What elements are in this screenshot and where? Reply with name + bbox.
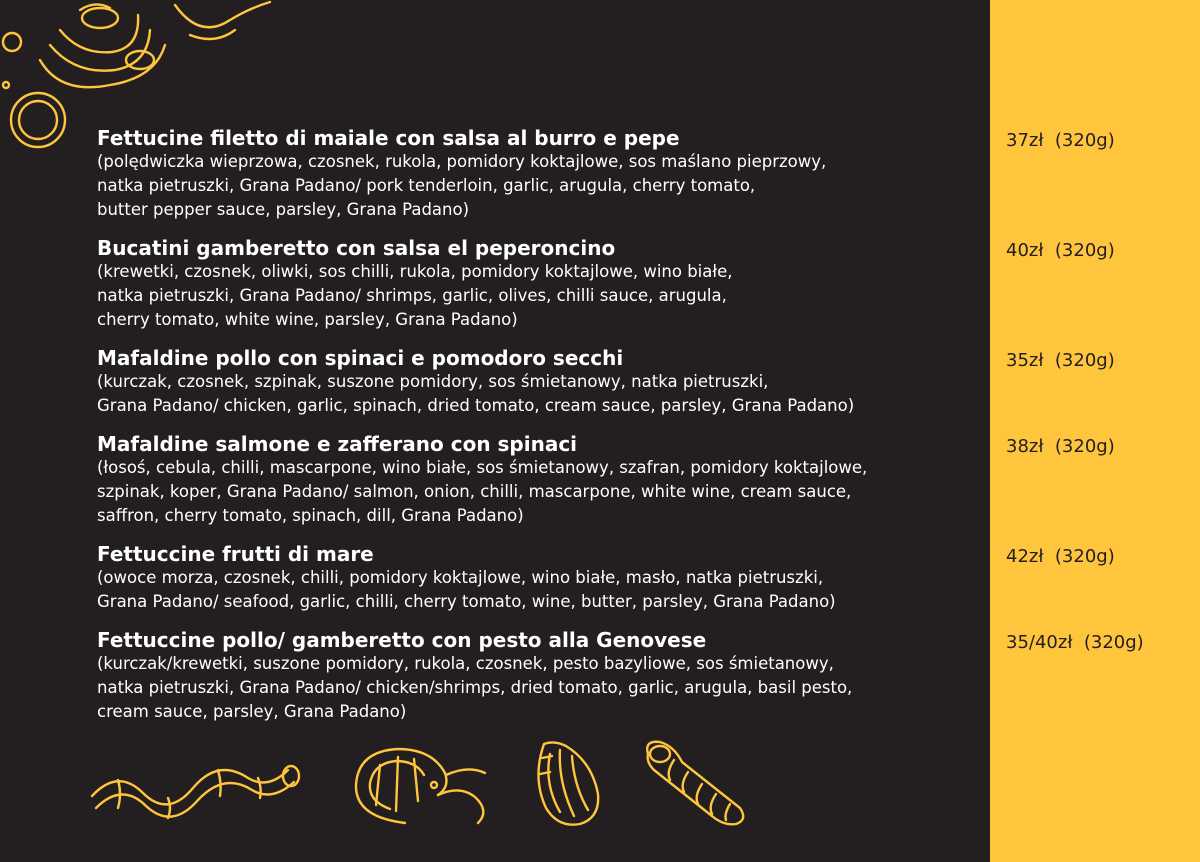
dish-price: 35/40zł (320g) [1006, 632, 1144, 653]
dish-description: (krewetki, czosnek, oliwki, sos chilli, rukola, pomidory koktajlowe, wino białe, natka pietruszki, Grana Padano/ shrimps, garlic, olives, chilli sauce, arugula, cherry tomato, white wine, parsley, Grana Padano) [97, 262, 733, 329]
menu-item [97, 237, 987, 332]
dish-name: Fettuccine frutti di mare [97, 542, 374, 566]
dish-description: (kurczak, czosnek, szpinak, suszone pomidory, sos śmietanowy, natka pietruszki, Grana Padano/ chicken, garlic, spinach, dried tomato, cream sauce, parsley, Grana Padano) [97, 372, 855, 415]
dish-price: 42zł (320g) [1006, 546, 1115, 567]
dish-price: 40zł (320g) [1006, 240, 1115, 261]
dish-description: (owoce morza, czosnek, chilli, pomidory koktajlowe, wino białe, masło, natka pietruszki, Grana Padano/ seafood, garlic, chilli, cherry tomato, wine, butter, parsley, Grana Padano) [97, 568, 836, 611]
twisted-pasta-icon [88, 748, 303, 820]
dish-price: 38zł (320g) [1006, 436, 1115, 457]
dish-name: Mafaldine pollo con spinaci e pomodoro secchi [97, 346, 624, 370]
menu-item [97, 629, 987, 724]
shrimp-icon [350, 745, 495, 827]
dish-name: Bucatini gamberetto con salsa el peperoncino [97, 236, 616, 260]
fusilli-pasta-icon [640, 736, 755, 828]
dish-name: Fettucine filetto di maiale con salsa al burro e pepe [97, 126, 680, 150]
dish-description: (polędwiczka wieprzowa, czosnek, rukola, pomidory koktajlowe, sos maślano pieprzowy, natka pietruszki, Grana Padano/ pork tenderloin, garlic, arugula, cherry tomato, butter pepper sauce, parsley, Grana Padano) [97, 152, 827, 219]
menu-item [97, 347, 987, 418]
dish-description: (łosoś, cebula, chilli, mascarpone, wino białe, sos śmietanowy, szafran, pomidory koktajlowe, szpinak, koper, Grana Padano/ salmon, onion, chilli, mascarpone, white wine, cream sauce, saffron, cherry tomato, spinach, dill, Grana Padano) [97, 458, 868, 525]
dish-price: 37zł (320g) [1006, 130, 1115, 151]
menu-item [97, 127, 987, 222]
menu-item [97, 543, 987, 614]
dish-description: (kurczak/krewetki, suszone pomidory, rukola, czosnek, pesto bazyliowe, sos śmietanowy, natka pietruszki, Grana Padano/ chicken/shrimps, dried tomato, garlic, arugula, basil pesto, cream sauce, parsley, Grana Padano) [97, 654, 853, 721]
menu-item [97, 433, 987, 528]
shell-pasta-icon [530, 738, 605, 830]
dish-price: 35zł (320g) [1006, 350, 1115, 371]
dish-name: Fettuccine pollo/ gamberetto con pesto alla Genovese [97, 628, 707, 652]
dish-name: Mafaldine salmone e zafferano con spinaci [97, 432, 578, 456]
